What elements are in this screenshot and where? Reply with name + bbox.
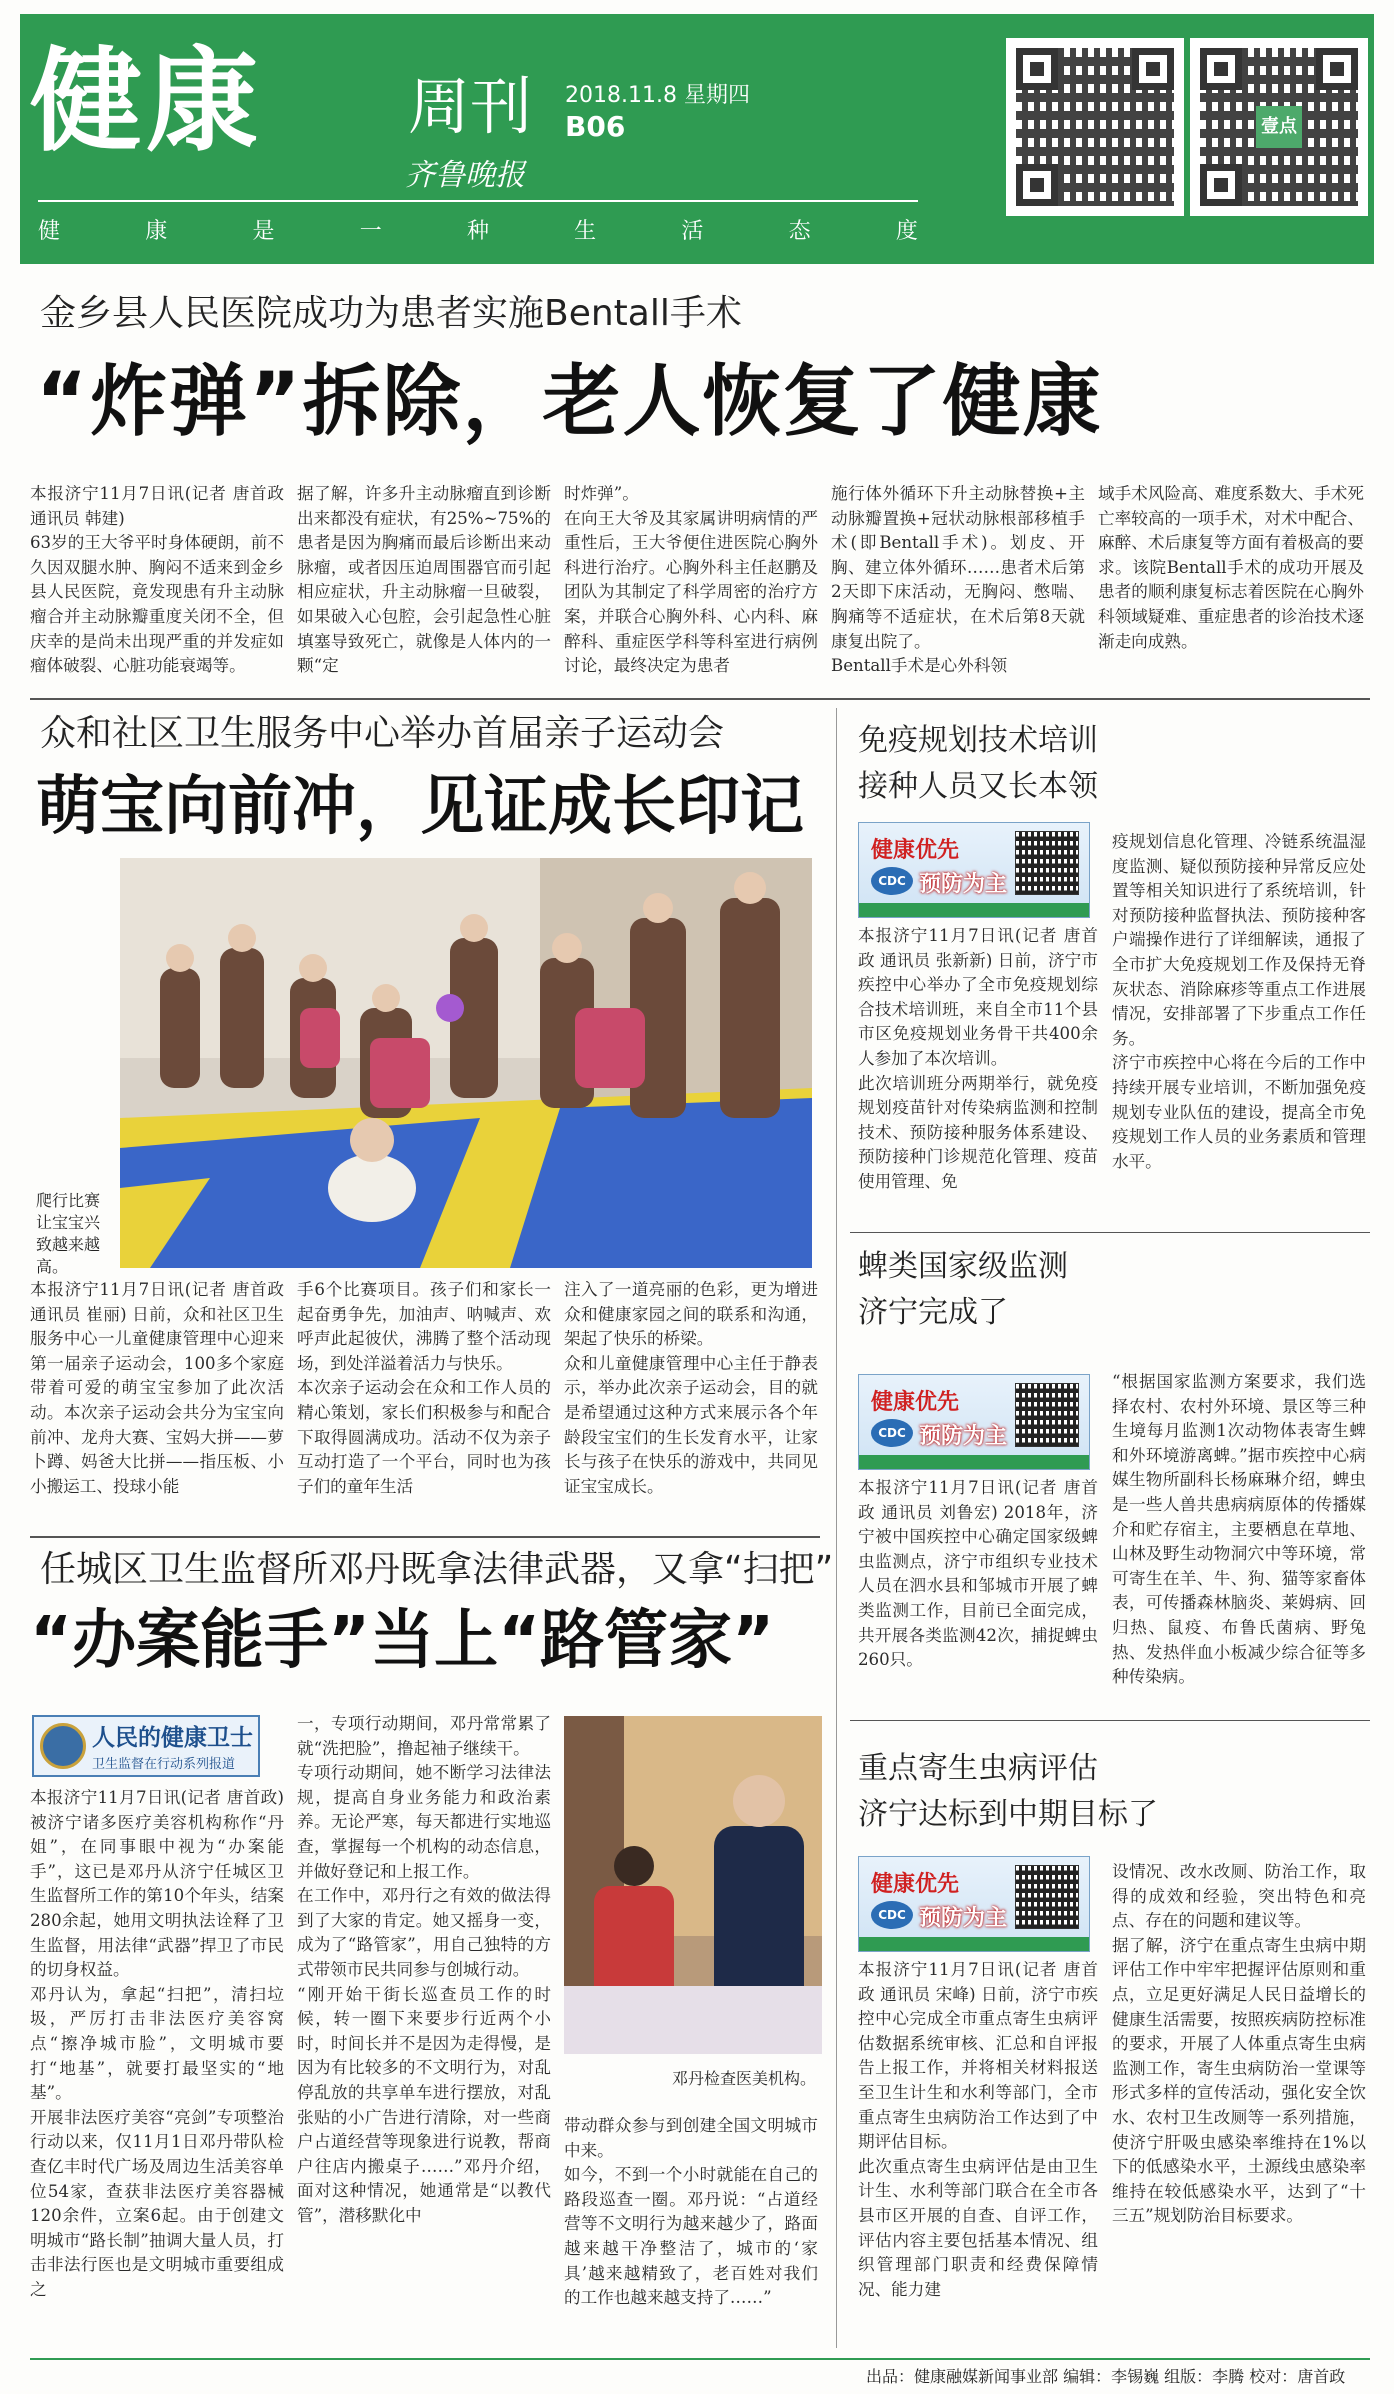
side2-col2: “根据国家监测方案要求，我们选择农村、农村外环境、景区等三种生境每月监测1次动物体表寄生蜱和外环境游离蜱。”据市疾控中心病媒生物所副科长杨麻琳介绍，蜱虫是一些人兽共患病病原体的传播媒介和贮存宿主，主要栖息在草地、山林及野生动物洞穴中等环境，常可寄生在羊、牛、狗、猫等家畜体表，可传播森林脑炎、莱姆病、回归热、鼠疫、布鲁氏菌病、野兔热、发热伴血小板减少综合征等多种传染病。: [1112, 1372, 1366, 1687]
article1-col1: 本报济宁11月7日讯(记者 唐首政 通讯员 韩建) 63岁的王大爷平时身体硬朗，前不久因双腿水肿、胸闷不适来到金乡县人民医院，竟发现患有升主动脉瘤合并主动脉瓣重度关闭不全，但庆幸的是尚未出现严重的并发症如瘤体破裂、心脏功能衰竭等。: [30, 484, 284, 676]
app-qr-code-icon[interactable]: [1190, 38, 1368, 216]
side1-title: [858, 718, 1098, 810]
column-divider: [836, 708, 837, 2348]
ad-stripe: [859, 903, 1089, 917]
side3-title-line2: 济宁达标到中期目标了: [858, 1797, 1158, 1832]
ad-line2: 预防为主: [919, 872, 1008, 897]
publisher-name: 齐鲁晚报: [405, 158, 525, 193]
article2-col3: 注入了一道亮丽的色彩，更为增进众和健康家园之间的联系和沟通，架起了快乐的桥梁。 众和儿童健康管理中心主任于静表示，举办此次亲子运动会，目的就是希望通过这种方式来展示各个年龄段宝宝们的生长发育水平，让家长与孩子在快乐的游戏中，共同见证宝宝成长。: [564, 1280, 818, 1496]
cdc-logo-icon: CDC: [871, 1901, 913, 1929]
side1-title-line1: 免疫规划技术培训: [858, 723, 1098, 758]
side3-col2: 设情况、改水改厕、防治工作，取得的成效和经验，突出特色和亮点、存在的问题和建议等。 据了解，济宁在重点寄生虫病中期评估工作中牢牢把握评估原则和重点，立足更好满足人民日益增长的健康生活需要，按照疾病防控标准的要求，开展了人体重点寄生虫病监测工作，寄生虫病防治一堂课等形式多样的宣传活动，强化安全饮水、农村卫生改厕等一系列措施，使济宁肝吸虫感染率维持在1%以下的低感染水平，土源线虫感染率维持在较低感染水平，达到了“十三五”规划防治目标要求。: [1112, 1862, 1366, 2226]
side2-title-line2: 济宁完成了: [858, 1295, 1008, 1330]
article1-kicker: 金乡县人民医院成功为患者实施Bentall手术: [40, 293, 742, 334]
article1-col5: 域手术风险高、难度系数大、手术死亡率较高的一项手术，对术中配合、麻醉、术后康复等方面有着极高的要求。该院Bentall手术的成功开展及患者的顺利康复标志着医院在心胸外科领域疑难、重症患者的诊治技术逐渐走向成熟。: [1098, 484, 1364, 651]
photo-caption: 邓丹检查医美机构。: [672, 2069, 817, 2088]
ad-line2: 预防为主: [919, 1424, 1008, 1449]
ad-line1: 健康优先: [871, 838, 960, 863]
sports-meet-photo: [120, 858, 812, 1268]
ad-line2: 预防为主: [919, 1906, 1008, 1931]
photo-caption: 爬行比赛让宝宝兴致越来越高。: [36, 1191, 101, 1276]
health-ad-banner: [858, 1374, 1090, 1470]
qr-badge: 壹点: [1256, 106, 1302, 148]
side1-col1: 本报济宁11月7日讯(记者 唐首政 通讯员 张新新) 日前，济宁市疾控中心举办了全市免疫规划综合技术培训班，来自全市11个县市区免疫规划业务骨干共400余人参加了本次培训。 此次培训班分两期举行，就免疫规划疫苗针对传染病监测和控制技术、预防接种服务体系建设、预防接种门诊规范化管理、疫苗使用管理、免: [858, 926, 1098, 1191]
side3-col1: 本报济宁11月7日讯(记者 唐首政 通讯员 宋峰) 日前，济宁市疾控中心完成全市重点寄生虫病评估数据系统审核、汇总和自评报告上报工作，并将相关材料报送至卫生计生和水利等部门，全市重点寄生虫病防治工作达到了中期评估目标。 此次重点寄生虫病评估是由卫生计生、水利等部门联合在全市各县市区开展的自查、自评工作，评估内容主要包括基本情况、组织管理部门职责和经费保障情况、能力建: [858, 1960, 1098, 2299]
ad-stripe: [859, 1455, 1089, 1469]
article3-col1: 本报济宁11月7日讯(记者 唐首政) 被济宁诸多医疗美容机构称作“丹姐”，在同事眼中视为“办案能手”，这已是邓丹从济宁任城区卫生监督所工作的第10个年头，结案280余起，她用文明执法诠释了卫生监督，用法律“武器”捍卫了市民的切身权益。 邓丹认为，拿起“扫把”，清扫垃圾，严厉打击非法医疗美容窝点“擦净城市脸”，文明城市要打“地基”，就要打最坚实的“地基”。 开展非法医疗美容“亮剑”专项整治行动以来，仅11月1日邓丹带队检查亿丰时代广场及周边生活美容单位54家，查获非法医疗美容器械120余件，立案6起。由于创建文明城市“路长制”抽调大量人员，打击非法行医也是文明城市重要组成之: [30, 1788, 284, 2299]
article2-headline: 萌宝向前冲，见证成长印记: [36, 770, 804, 844]
article1-col3: 时炸弹”。 在向王大爷及其家属讲明病情的严重性后，王大爷便住进医院心胸外科进行治疗。心胸外科主任赵鹏及团队为其制定了科学周密的治疗方案，并联合心胸外科、心内科、麻醉科、重症医学科等科室进行病例讨论，最终决定为患者: [564, 484, 818, 676]
ad-line1: 健康优先: [871, 1390, 960, 1415]
ad-qr-code-icon: [1015, 831, 1079, 895]
article3-col2: 一，专项行动期间，邓丹常常累了就“洗把脸”，撸起袖子继续干。 专项行动期间，她不断学习法律法规，提高自身业务能力和政治素养。无论严寒，每天都进行实地巡查，掌握每一个机构的动态信息，并做好登记和上报工作。 在工作中，邓丹行之有效的做法得到了大家的肯定。她又摇身一变，成为了“路管家”，用自己独特的方式带领市民共同参与创城行动。 “刚开始干街长巡查员工作的时候，转一圈下来要步行近两个小时，时间长并不是因为走得慢，是因为有比较多的不文明行为，对乱停乱放的共享单车进行摆放，对乱张贴的小广告进行清除，对一些商户占道经营等现象进行说教，帮商户往店内搬桌子……”邓丹介绍，面对这种情况，她通常是“以教代管”，潜移默化中: [297, 1714, 551, 2225]
series-badge: [32, 1715, 260, 1777]
ad-stripe: [859, 1937, 1089, 1951]
article1-col2: 据了解，许多升主动脉瘤直到诊断出来都没有症状，有25%~75%的患者是因为胸痛而最后诊断出来动脉瘤，或者因压迫周围器官而引起相应症状，升主动脉瘤一旦破裂，如果破入心包腔，会引起急性心脏填塞导致死亡，就像是人体内的一颗“定: [297, 484, 551, 676]
weekly-label: 周刊: [408, 70, 533, 143]
side2-col1: 本报济宁11月7日讯(记者 唐首政 通讯员 刘鲁宏) 2018年，济宁被中国疾控中心确定国家级蜱虫监测点，济宁市组织专业技术人员在泗水县和邹城市开展了蜱类监测工作，目前已全面完成，共开展各类监测42次，捕捉蜱虫260只。: [858, 1478, 1098, 1670]
side1-title-line2: 接种人员又长本领: [858, 769, 1098, 804]
cdc-logo-icon: CDC: [871, 1419, 913, 1447]
ad-qr-code-icon: [1015, 1383, 1079, 1447]
section-divider: [850, 1720, 1370, 1721]
article3-kicker: 任城区卫生监督所邓丹既拿法律武器，又拿“扫把”: [40, 1549, 834, 1590]
section-logo: 健康: [30, 37, 262, 167]
health-ad-banner: [858, 822, 1090, 918]
side3-title: [858, 1746, 1158, 1838]
section-divider: [850, 1232, 1370, 1233]
cdc-logo-icon: CDC: [871, 867, 913, 895]
footer-rule: [30, 2358, 1370, 2360]
masthead-divider: [38, 200, 918, 202]
article3-col3: 带动群众参与到创建全国文明城市中来。 如今，不到一个小时就能在自己的路段巡查一圈。邓丹说：“占道经营等不文明行为越来越少了，路面越来越干净整洁了，城市的‘家具’越来越精致了，老百姓对我们的工作也越来越支持了……”: [564, 2116, 818, 2308]
side2-title: [858, 1244, 1068, 1336]
article1-headline: “炸弹”拆除，老人恢复了健康: [36, 357, 1103, 447]
badge-subtitle: 卫生监督在行动系列报道: [92, 1757, 236, 1772]
inspection-photo: [564, 1716, 822, 2054]
article2-kicker: 众和社区卫生服务中心举办首届亲子运动会: [40, 713, 725, 754]
masthead-slogan: 健 康 是 一 种 生 活 态 度: [38, 219, 918, 244]
article2-col2: 手6个比赛项目。孩子们和家长一起奋勇争先，加油声、呐喊声、欢呼声此起彼伏，沸腾了整个活动现场，到处洋溢着活力与快乐。 本次亲子运动会在众和工作人员的精心策划，家长们积极参与和配合下取得圆满成功。活动不仅为亲子互动打造了一个平台，同时也为孩子们的童年生活: [297, 1280, 551, 1496]
issue-date: 2018.11.8 星期四: [565, 83, 750, 108]
page-number: B06: [565, 110, 626, 143]
article2-col1: 本报济宁11月7日讯(记者 唐首政 通讯员 崔丽) 日前，众和社区卫生服务中心一儿童健康管理中心迎来第一届亲子运动会，100多个家庭带着可爱的萌宝宝参加了此次活动。本次亲子运动会共分为宝宝向前冲、龙舟大赛、宝妈大拼——萝卜蹲、妈爸大比拼——指压板、小小搬运工、投球小能: [30, 1280, 290, 1496]
page-credits: 出品：健康融媒新闻事业部 编辑：李锡巍 组版：李腾 校对：唐首政: [866, 2367, 1346, 2386]
qr-code-icon[interactable]: [1006, 38, 1184, 216]
article3-headline: “办案能手”当上“路管家”: [30, 1604, 775, 1678]
side1-col2: 疫规划信息化管理、冷链系统温湿度监测、疑似预防接种异常反应处置等相关知识进行了系统培训，针对预防接种监督执法、预防接种客户端操作进行了详细解读，通报了全市扩大免疫规划工作及保持无脊灰状态、消除麻疹等重点工作进展情况，安排部署了下步重点工作任务。 济宁市疾控中心将在今后的工作中持续开展专业培训，不断加强免疫规划专业队伍的建设，提高全市免疫规划工作人员的业务素质和管理水平。: [1112, 832, 1366, 1171]
side2-title-line1: 蜱类国家级监测: [858, 1249, 1068, 1284]
article1-col4: 施行体外循环下升主动脉替换+主动脉瓣置换+冠状动脉根部移植手术(即Bentall手术)。划皮、开胸、建立体外循环……患者术后第2天即下床活动，无胸闷、憋喘、胸痛等不适症状，在术后第8天就康复出院了。 Bentall手术是心外科领: [831, 484, 1085, 676]
health-ad-banner: [858, 1856, 1090, 1952]
side3-title-line1: 重点寄生虫病评估: [858, 1751, 1098, 1786]
health-guard-emblem-icon: [40, 1723, 86, 1769]
section-divider: [30, 698, 1370, 700]
ad-line1: 健康优先: [871, 1872, 960, 1897]
section-divider: [30, 1536, 820, 1538]
ad-qr-code-icon: [1015, 1865, 1079, 1929]
badge-title: 人民的健康卫士: [92, 1725, 253, 1751]
